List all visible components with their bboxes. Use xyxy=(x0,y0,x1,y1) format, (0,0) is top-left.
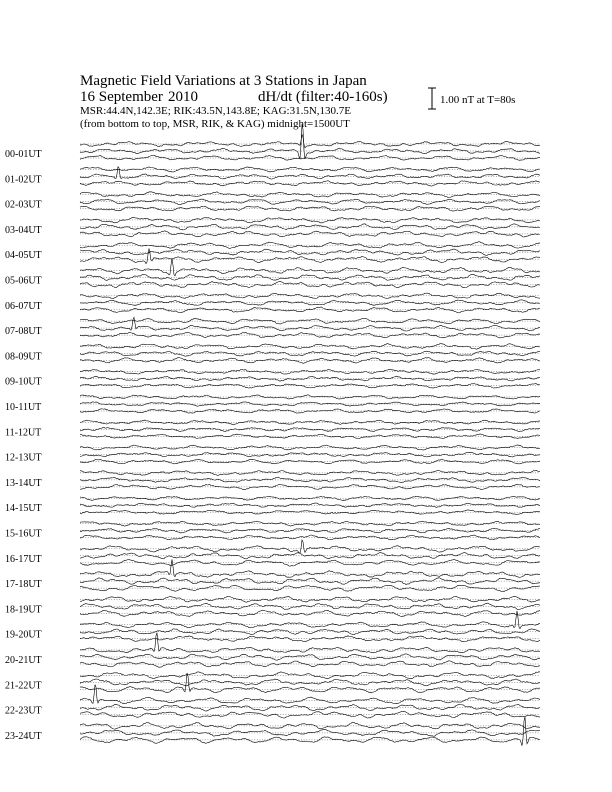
hour-block-7 xyxy=(80,317,540,338)
trace-rik-15 xyxy=(80,528,540,533)
trace-kag-18 xyxy=(80,596,540,602)
hour-block-11 xyxy=(80,420,540,439)
trace-rik-13 xyxy=(80,477,540,482)
trace-kag-0 xyxy=(80,135,540,148)
trace-msr-5 xyxy=(80,281,540,287)
trace-msr-18 xyxy=(80,610,540,616)
trace-kag-23 xyxy=(80,722,540,729)
hour-block-22 xyxy=(80,685,540,718)
trace-rik-20 xyxy=(80,654,540,660)
trace-rik-7 xyxy=(80,317,540,331)
hour-block-20 xyxy=(80,633,540,668)
hour-label-8: 08-09UT xyxy=(5,351,42,363)
trace-rik-2 xyxy=(80,199,540,204)
hour-block-1 xyxy=(80,167,540,186)
trace-msr-7 xyxy=(80,332,540,338)
hour-label-14: 14-15UT xyxy=(5,503,42,515)
hour-block-18 xyxy=(80,596,540,616)
trace-kag-6 xyxy=(80,293,540,299)
trace-kag-11 xyxy=(80,420,540,424)
hour-label-20: 20-21UT xyxy=(5,655,42,666)
hour-labels xyxy=(5,149,42,742)
trace-rik-6 xyxy=(80,300,540,306)
hour-label-15: 15-16UT xyxy=(5,528,42,540)
trace-kag-5 xyxy=(80,258,540,275)
hour-label-12: 12-13UT xyxy=(5,452,42,464)
trace-kag-12 xyxy=(80,445,540,450)
trace-kag-21 xyxy=(80,672,540,679)
trace-kag-9 xyxy=(80,369,540,374)
trace-msr-3 xyxy=(80,231,540,237)
trace-msr-17 xyxy=(80,585,540,591)
hour-block-19 xyxy=(80,611,540,641)
hour-label-19: 19-20UT xyxy=(5,629,42,641)
trace-kag-15 xyxy=(80,521,540,526)
hour-label-4: 04-05UT xyxy=(5,250,42,262)
trace-msr-14 xyxy=(80,510,540,515)
trace-msr-2 xyxy=(80,206,540,211)
trace-rik-21 xyxy=(80,679,540,686)
station-order-note: (from bottom to top, MSR, RIK, & KAG) midnight=1500UT xyxy=(80,118,350,130)
trace-rik-8 xyxy=(80,351,540,356)
trace-msr-1 xyxy=(80,181,540,187)
station-coordinates: MSR:44.4N,142.3E; RIK:43.5N,143.8E; KAG:31.5N,130.7E xyxy=(80,105,352,117)
hour-label-21: 21-22UT xyxy=(5,680,42,692)
trace-kag-13 xyxy=(80,471,540,476)
hour-label-22: 22-23UT xyxy=(5,705,42,717)
scale-bar xyxy=(428,88,436,109)
hour-block-16 xyxy=(80,540,540,566)
trace-rik-18 xyxy=(80,603,540,609)
hour-block-12 xyxy=(80,445,540,464)
trace-msr-15 xyxy=(80,535,540,540)
date-year: 2010 xyxy=(168,89,198,105)
trace-rik-5 xyxy=(80,274,540,280)
hour-block-14 xyxy=(80,496,540,514)
hour-label-11: 11-12UT xyxy=(5,427,42,439)
trace-kag-4 xyxy=(80,242,540,249)
trace-msr-9 xyxy=(80,384,540,389)
hour-block-5 xyxy=(80,258,540,287)
trace-msr-0 xyxy=(80,155,540,160)
hour-label-23: 23-24UT xyxy=(5,730,42,742)
chart-header xyxy=(80,73,515,130)
hour-block-4 xyxy=(80,242,540,264)
hour-block-21 xyxy=(80,672,540,693)
trace-kag-22 xyxy=(80,685,540,704)
trace-rik-16 xyxy=(80,553,540,559)
hour-label-18: 18-19UT xyxy=(5,604,42,616)
hour-block-9 xyxy=(80,369,540,388)
trace-msr-20 xyxy=(80,661,540,668)
trace-kag-3 xyxy=(80,217,540,223)
hour-label-2: 02-03UT xyxy=(5,199,42,211)
hour-label-7: 07-08UT xyxy=(5,326,42,338)
trace-msr-16 xyxy=(80,559,540,566)
trace-rik-12 xyxy=(80,452,540,457)
hour-block-8 xyxy=(80,344,540,364)
hour-block-2 xyxy=(80,192,540,211)
trace-area xyxy=(80,124,540,746)
trace-rik-19 xyxy=(80,629,540,635)
hour-label-3: 03-04UT xyxy=(5,224,42,236)
trace-msr-22 xyxy=(80,711,540,718)
hour-label-16: 16-17UT xyxy=(5,553,42,565)
hour-block-17 xyxy=(80,559,540,591)
trace-kag-2 xyxy=(80,192,540,198)
hour-block-15 xyxy=(80,521,540,540)
hour-label-17: 17-18UT xyxy=(5,579,42,591)
trace-kag-1 xyxy=(80,167,540,172)
quantity-label: dH/dt (filter:40-160s) xyxy=(258,89,388,105)
scale-bar-label: 1.00 nT at T=80s xyxy=(440,94,516,106)
trace-kag-10 xyxy=(80,395,540,399)
hour-label-5: 05-06UT xyxy=(5,275,42,287)
trace-kag-16 xyxy=(80,540,540,553)
trace-msr-11 xyxy=(80,434,540,439)
hour-block-6 xyxy=(80,293,540,313)
date-day-month: 16 September xyxy=(80,89,163,105)
trace-msr-13 xyxy=(80,484,540,489)
trace-kag-8 xyxy=(80,344,540,350)
trace-rik-17 xyxy=(80,578,540,585)
trace-rik-14 xyxy=(80,503,540,507)
hour-label-10: 10-11UT xyxy=(5,402,42,413)
hour-block-13 xyxy=(80,471,540,490)
trace-rik-9 xyxy=(80,376,540,381)
trace-msr-23 xyxy=(80,717,540,746)
hour-label-13: 13-14UT xyxy=(5,477,42,489)
trace-rik-11 xyxy=(80,427,540,431)
trace-rik-23 xyxy=(80,729,540,736)
trace-kag-14 xyxy=(80,496,540,500)
hour-block-3 xyxy=(80,217,540,237)
hour-label-9: 09-10UT xyxy=(5,376,42,388)
trace-rik-22 xyxy=(80,704,540,711)
hour-label-1: 01-02UT xyxy=(5,174,42,186)
trace-msr-6 xyxy=(80,307,540,313)
trace-msr-12 xyxy=(80,459,540,464)
trace-msr-4 xyxy=(80,248,540,263)
trace-kag-7 xyxy=(80,318,540,324)
trace-rik-3 xyxy=(80,224,540,230)
trace-msr-8 xyxy=(80,357,540,363)
trace-msr-19 xyxy=(80,636,540,642)
trace-kag-20 xyxy=(80,633,540,653)
hour-block-10 xyxy=(80,395,540,413)
trace-rik-10 xyxy=(80,402,540,406)
hour-label-6: 06-07UT xyxy=(5,300,42,312)
hour-label-0: 00-01UT xyxy=(5,149,42,160)
hour-block-23 xyxy=(80,717,540,746)
trace-msr-10 xyxy=(80,409,540,413)
chart-title: Magnetic Field Variations at 3 Stations in Japan xyxy=(80,73,367,89)
